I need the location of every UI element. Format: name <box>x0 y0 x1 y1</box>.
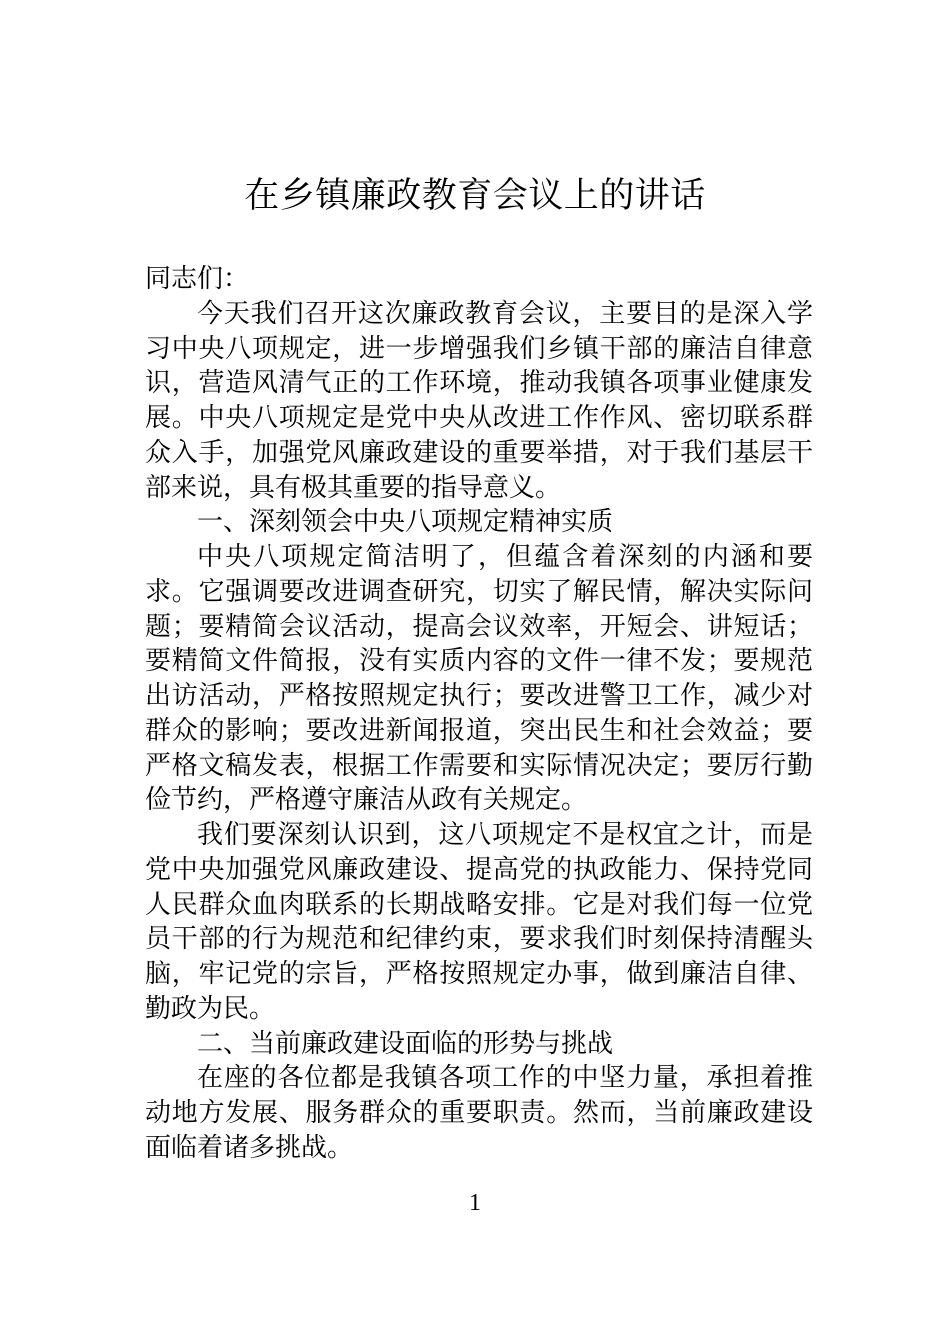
document-body <box>145 262 813 1166</box>
page-number: 1 <box>469 1190 481 1216</box>
paragraph-intro: 今天我们召开这次廉政教育会议，主要目的是深入学习中央八项规定，进一步增强我们乡镇干部的廉洁自律意识，营造风清气正的工作环境，推动我镇各项事业健康发展。中央八项规定是党中央从改进工作作风、密切联系群众入手，加强党风廉政建设的重要举措，对于我们基层干部来说，具有极其重要的指导意义。 <box>145 298 813 503</box>
paragraph-eight-rules: 中央八项规定简洁明了，但蕴含着深刻的内涵和要求。它强调要改进调查研究，切实了解民情，解决实际问题；要精简会议活动，提高会议效率，开短会、讲短话；要精简文件简报，没有实质内容的文件一律不发；要规范出访活动，严格按照规定执行；要改进警卫工作，减少对群众的影响；要改进新闻报道，突出民生和社会效益；要严格文稿发表，根据工作需要和实际情况决定；要厉行勤俭节约，严格遵守廉洁从政有关规定。 <box>145 542 813 816</box>
paragraph-understanding: 我们要深刻认识到，这八项规定不是权宜之计，而是党中央加强党风廉政建设、提高党的执政能力、保持党同人民群众血肉联系的长期战略安排。它是对我们每一位党员干部的行为规范和纪律约束，要求我们时刻保持清醒头脑，牢记党的宗旨，严格按照规定办事，做到廉洁自律、勤政为民。 <box>145 820 813 1024</box>
document-title: 在乡镇廉政教育会议上的讲话 <box>244 176 706 216</box>
section-heading-1: 一、深刻领会中央八项规定精神实质 <box>197 507 614 538</box>
section-heading-2: 二、当前廉政建设面临的形势与挑战 <box>197 1028 614 1059</box>
salutation: 同志们： <box>145 264 250 294</box>
paragraph-challenges: 在座的各位都是我镇各项工作的中坚力量，承担着推动地方发展、服务群众的重要职责。然而，当前廉政建设面临着诸多挑战。 <box>145 1063 813 1163</box>
